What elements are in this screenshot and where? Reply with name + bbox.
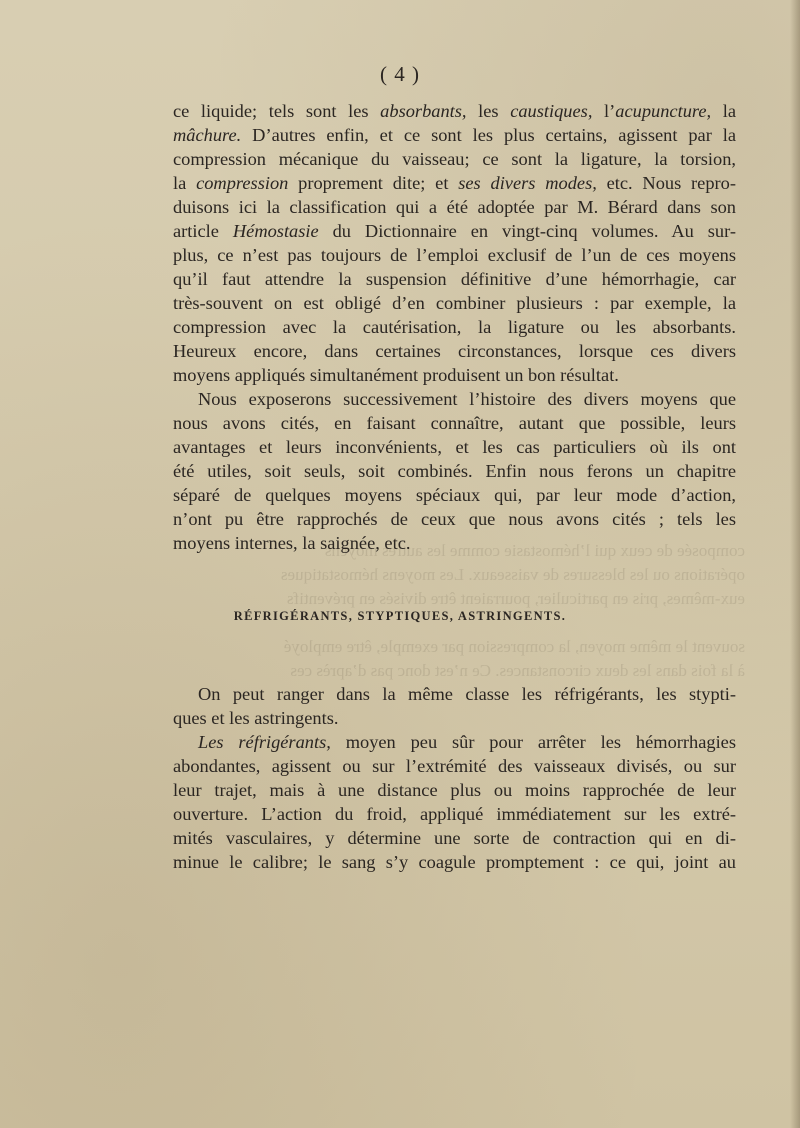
section-heading: RÉFRIGÉRANTS, STYPTIQUES, ASTRINGENTS. [233, 609, 567, 623]
show-through-text: à la fois dans les deux circonstances. Ce n’est donc pas d’après ces [290, 661, 745, 680]
show-through-text: souvent le même moyen, la compression par exemple, être employé [283, 637, 745, 656]
text-line: Nous exposerons successivement l’histoire des divers moyens que [198, 389, 736, 409]
text-line: mités vasculaires, y détermine une sorte de contraction qui en di- [173, 828, 736, 848]
text-line: leur trajet, mais à une distance plus ou moins rapprochée de leur [173, 780, 736, 800]
text-line: Les réfrigérants, moyen peu sûr pour arrêter les hémorrhagies [198, 732, 736, 752]
show-through-text: eux-mêmes, pris en particulier, pourraient être divisés en préventifs [286, 589, 745, 608]
page-edge-shadow [790, 0, 800, 1128]
text-line: duisons ici la classification qui a été adoptée par M. Bérard dans son [173, 197, 736, 217]
text-line: ce liquide; tels sont les absorbants, les caustiques, l’acupuncture, la [173, 101, 737, 121]
text-line: plus, ce n’est pas toujours de l’emploi exclusif de l’un de ces moyens [173, 245, 736, 265]
text-line: ouverture. L’action du froid, appliqué immédiatement sur les extré- [173, 804, 736, 824]
page-number: ( 4 ) [380, 62, 420, 86]
text-line: moyens internes, la saignée, etc. [173, 533, 411, 553]
text-line: très-souvent on est obligé d’en combiner plusieurs : par exemple, la [173, 293, 736, 313]
text-line: nous avons cités, en faisant connaître, autant que possible, leurs [173, 413, 736, 433]
text-line: séparé de quelques moyens spéciaux qui, par leur mode d’action, [173, 485, 736, 505]
text-line: compression mécanique du vaisseau; ce sont la ligature, la torsion, [173, 149, 736, 169]
text-line: moyens appliqués simultanément produisent un bon résultat. [173, 365, 619, 385]
text-line: compression avec la cautérisation, la ligature ou les absorbants. [173, 317, 736, 337]
text-line: ques et les astringents. [173, 708, 339, 728]
text-line: la compression proprement dite; et ses divers modes, etc. Nous repro- [173, 173, 736, 193]
text-line: avantages et leurs inconvénients, et les cas particuliers où ils ont [173, 437, 736, 457]
text-line: n’ont pu être rapprochés de ceux que nous avons cités ; tels les [173, 509, 736, 529]
text-line: qu’il faut attendre la suspension définitive d’une hémorrhagie, car [173, 269, 736, 289]
show-through-text: composée de ceux qui l’hémostasie comme les autres moyens [324, 541, 745, 560]
text-line: On peut ranger dans la même classe les réfrigérants, les stypti- [198, 684, 736, 704]
text-line: été utiles, soit seuls, soit combinés. Enfin nous ferons un chapitre [173, 461, 736, 481]
text-line: minue le calibre; le sang s’y coagule promptement : ce qui, joint au [173, 852, 736, 872]
text-line: article Hémostasie du Dictionnaire en vingt-cinq volumes. Au sur- [173, 221, 736, 241]
show-through-text: opérations ou les blessures de vaisseaux. Les moyens hémostatiques [280, 565, 745, 584]
text-line: Heureux encore, dans certaines circonstances, lorsque ces divers [173, 341, 736, 361]
text-line: mâchure. D’autres enfin, et ce sont les plus certains, agissent par la [173, 125, 736, 145]
text-line: abondantes, agissent ou sur l’extrémité des vaisseaux divisés, ou sur [173, 756, 736, 776]
